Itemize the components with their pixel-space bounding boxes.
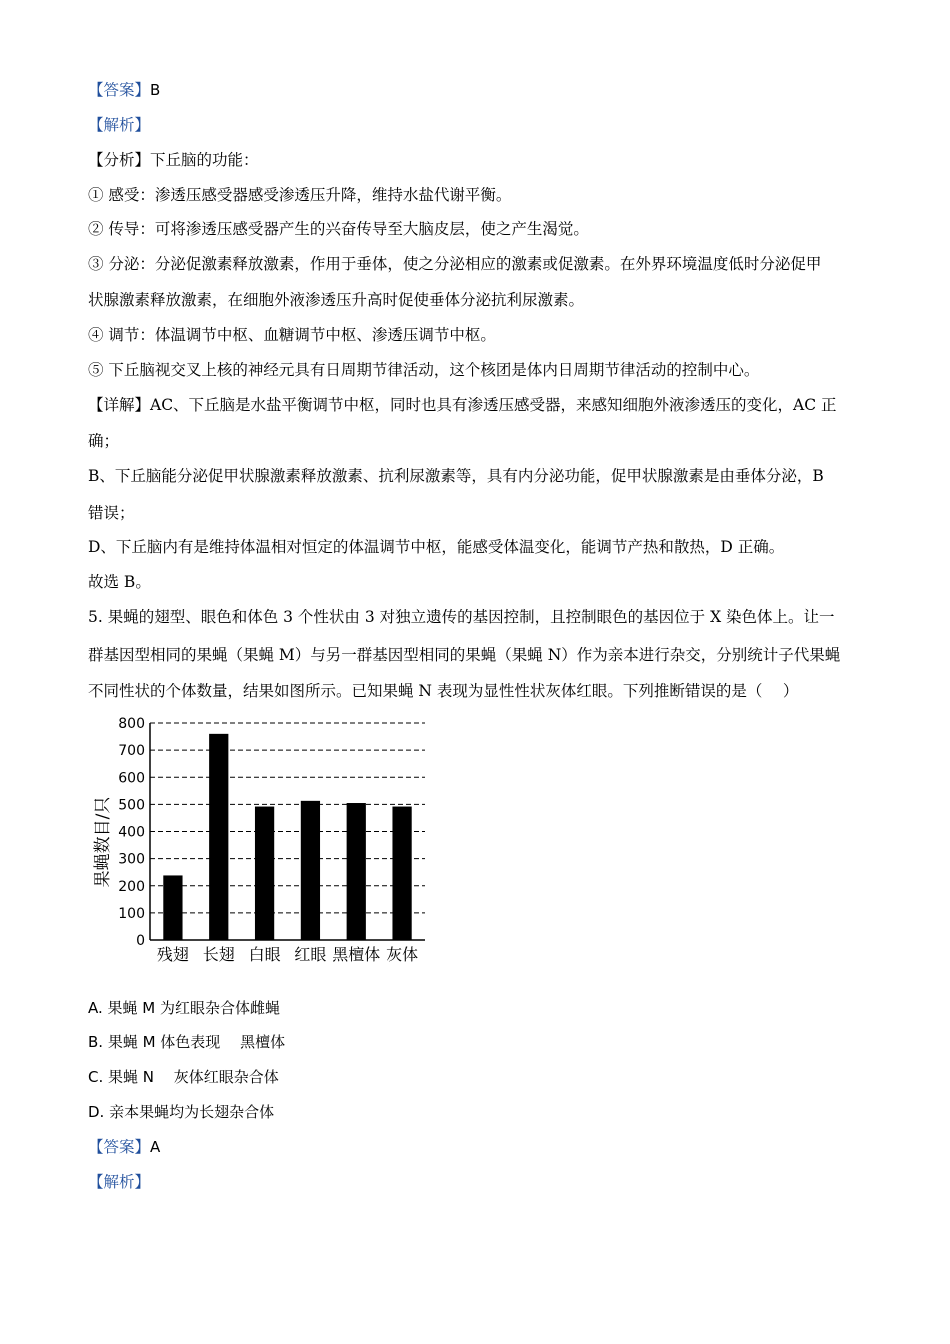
point-line: ④ 调节：体温调节中枢、血糖调节中枢、渗透压调节中枢。 — [88, 326, 496, 344]
chart-y-ticks — [118, 716, 145, 949]
x-tick-label: 红眼 — [294, 945, 327, 964]
bar — [255, 807, 274, 940]
detail-line: 【详解】AC、下丘脑是水盐平衡调节中枢，同时也具有渗透压感受器，来感知细胞外液渗透压的变化，AC 正 — [88, 396, 837, 414]
y-tick-label: 200 — [118, 878, 145, 895]
answer-line — [88, 1137, 160, 1157]
detail-line: 错误； — [88, 504, 135, 522]
y-tick-label: 0 — [136, 933, 145, 949]
chart-x-ticks — [157, 945, 418, 964]
option-b: B. 果蝇 M 体色表现 黑檀体 — [88, 1033, 286, 1051]
bar — [163, 875, 182, 940]
analysis-tag: 【解析】 — [88, 1173, 151, 1191]
y-tick-label: 100 — [118, 905, 145, 922]
x-tick-label: 长翅 — [202, 945, 235, 964]
bar — [209, 734, 228, 940]
y-tick-label: 600 — [118, 770, 145, 787]
option-d: D. 亲本果蝇均为长翅杂合体 — [88, 1103, 275, 1121]
answer-tag: 【答案】 — [88, 1138, 151, 1156]
x-tick-label: 白眼 — [248, 945, 281, 964]
y-tick-label: 800 — [118, 716, 145, 732]
question-line: 不同性状的个体数量，结果如图所示。已知果蝇 N 表现为显性性状灰体红眼。下列推断错误的是（ ） — [88, 682, 799, 700]
option-a: A. 果蝇 M 为红眼杂合体雌蝇 — [88, 999, 281, 1017]
point-line: 状腺激素释放激素，在细胞外液渗透压升高时促使垂体分泌抗利尿激素。 — [88, 291, 585, 309]
answer-line — [88, 80, 160, 100]
point-line: ① 感受：渗透压感受器感受渗透压升降，维持水盐代谢平衡。 — [88, 186, 512, 204]
point-line: ② 传导：可将渗透压感受器产生的兴奋传导至大脑皮层，使之产生渴觉。 — [88, 220, 589, 238]
y-tick-label: 700 — [118, 743, 145, 760]
bar — [347, 803, 366, 940]
x-tick-label: 灰体 — [386, 945, 419, 964]
bar — [301, 801, 320, 940]
answer-value: A — [150, 1138, 161, 1156]
detail-line: D、下丘脑内有是维持体温相对恒定的体温调节中枢，能感受体温变化，能调节产热和散热，D 正确。 — [88, 538, 785, 556]
y-axis-label: 果蝇数目/只 — [93, 796, 113, 888]
detail-line: B、下丘脑能分泌促甲状腺激素释放激素、抗利尿激素等，具有内分泌功能，促甲状腺激素是由垂体分泌，B — [88, 467, 824, 485]
chart-bars — [163, 734, 411, 940]
point-line: ③ 分泌：分泌促激素释放激素，作用于垂体，使之分泌相应的激素或促激素。在外界环境温度低时分泌促甲 — [88, 255, 822, 273]
analysis-tag: 【解析】 — [88, 116, 151, 134]
option-c: C. 果蝇 N 灰体红眼杂合体 — [88, 1068, 279, 1086]
bar-chart — [88, 712, 433, 974]
question-line: 群基因型相同的果蝇（果蝇 M）与另一群基因型相同的果蝇（果蝇 N）作为亲本进行杂交，分别统计子代果蝇 — [88, 646, 841, 664]
y-tick-label: 500 — [118, 797, 145, 814]
point-line: ⑤ 下丘脑视交叉上核的神经元具有日周期节律活动，这个核团是体内日周期节律活动的控制中心。 — [88, 361, 760, 379]
question-line: 5. 果蝇的翅型、眼色和体色 3 个性状由 3 对独立遗传的基因控制，且控制眼色的基因位于 X 染色体上。让一 — [88, 608, 835, 626]
x-tick-label: 黑檀体 — [332, 945, 381, 964]
analysis-heading: 【分析】下丘脑的功能： — [88, 151, 259, 169]
answer-value: B — [150, 81, 161, 99]
answer-tag: 【答案】 — [88, 81, 151, 99]
x-tick-label: 残翅 — [156, 945, 189, 964]
bar — [392, 807, 411, 940]
detail-line: 确； — [88, 432, 120, 450]
y-tick-label: 300 — [118, 851, 145, 868]
detail-line: 故选 B。 — [88, 573, 151, 591]
chart-grid — [150, 723, 425, 913]
y-tick-label: 400 — [118, 824, 145, 841]
